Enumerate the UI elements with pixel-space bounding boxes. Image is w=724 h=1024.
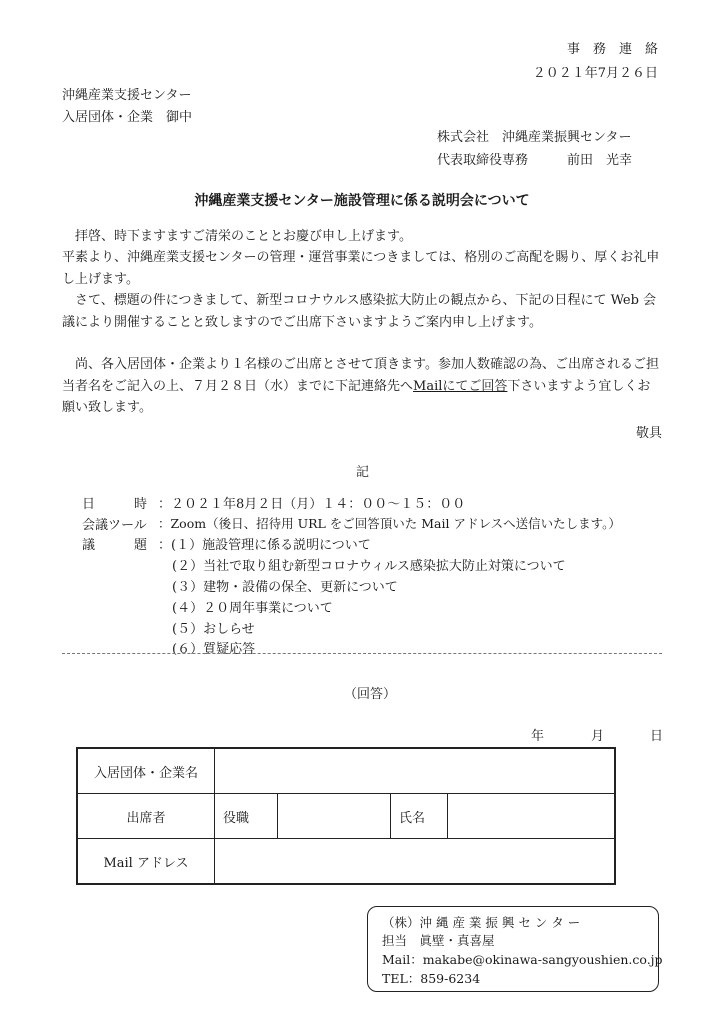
mail-address-field[interactable] — [215, 839, 616, 885]
mail-reply-link: Mailにてご回答 — [413, 378, 508, 394]
greeting-paragraph: 拝啓、時下ますますご清栄のこととお慶び申し上げます。 — [75, 229, 412, 244]
reply-form-table — [76, 747, 616, 885]
agenda-item: (５）おしらせ — [172, 622, 255, 637]
agenda-item: ：(１）施設管理に係る説明について — [158, 538, 371, 553]
date-value: ：２０２１年8月２日（月）１４：００～１５：００ — [158, 497, 466, 512]
closing-word: 敬具 — [635, 426, 662, 441]
contact-mail: Mail：makabe@okinawa-sangyoushien.co.jp — [382, 952, 663, 967]
attendee-label: 出席者 — [77, 794, 215, 839]
date-label: 日 時 — [82, 497, 148, 512]
sender-company: 株式会社 沖縄産業振興センター — [437, 130, 632, 145]
mail-address-label: Mail アドレス — [77, 839, 215, 885]
agenda-item: (４）２０周年事業について — [172, 601, 333, 616]
agenda-label: 議 題 — [82, 538, 148, 553]
contact-company: （株）沖 縄 産 業 振 興 セ ン タ ー — [382, 915, 581, 930]
contact-box — [367, 906, 663, 992]
request-paragraph — [62, 354, 662, 419]
tool-label: 会議ツール — [82, 518, 147, 533]
company-name-field[interactable] — [215, 748, 616, 794]
position-label: 役職 — [215, 794, 278, 839]
reply-year: 年 — [531, 729, 545, 744]
notice-type: 事 務 連 絡 — [566, 42, 658, 57]
attendee-name-field[interactable] — [448, 794, 616, 839]
announcement-paragraph: さて、標題の件につきまして、新型コロナウルス感染拡大防止の観点から、下記の日程にて Web 会議により開催することと致しますのでご出席下さいますようご案内申し上げます。 — [62, 293, 657, 330]
recipient-line2: 入居団体・企業 御中 — [62, 110, 193, 125]
reply-month: 月 — [591, 729, 605, 744]
reply-heading: （回答） — [344, 687, 397, 702]
sender-name: 代表取締役専務 前田 光幸 — [437, 153, 633, 168]
contact-tel: TEL：859-6234 — [382, 971, 481, 986]
cut-line-divider — [62, 653, 662, 654]
document-title: 沖縄産業支援センター施設管理に係る説明会について — [194, 193, 530, 209]
company-name-label: 入居団体・企業名 — [77, 748, 215, 794]
reply-day: 日 — [650, 729, 664, 744]
request-text: 尚、各入居団体・企業より１名様のご出席とさせて頂きます。参加人数確認の為、ご出席されるご担当者名をご記入の上、７月２８日（水）までに下記連絡先へ — [62, 357, 659, 394]
issue-date: ２０２１年7月２６日 — [532, 66, 658, 81]
contact-staff: 担当 眞壁・真喜屋 — [382, 933, 495, 948]
request-text-end: 下さいますよう宜しくお願い致します。 — [62, 378, 651, 415]
agenda-item: (２）当社で取り組む新型コロナウィルス感染拡大防止対策について — [172, 559, 566, 574]
position-field[interactable] — [278, 794, 391, 839]
thanks-paragraph: 平素より、沖縄産業支援センターの管理・運営事業につきましては、格別のご高配を賜り、厚くお礼申し上げます。 — [62, 250, 660, 287]
recipient-line1: 沖縄産業支援センター — [62, 88, 192, 103]
tool-value: ：Zoom（後日、招待用 URL をご回答頂いた Mail アドレスへ送信いたします。） — [158, 516, 621, 531]
agenda-item: (６）質疑応答 — [172, 642, 256, 657]
attendee-name-label: 氏名 — [391, 794, 448, 839]
ki-heading: 記 — [356, 465, 370, 480]
agenda-item: (３）建物・設備の保全、更新について — [172, 580, 398, 595]
